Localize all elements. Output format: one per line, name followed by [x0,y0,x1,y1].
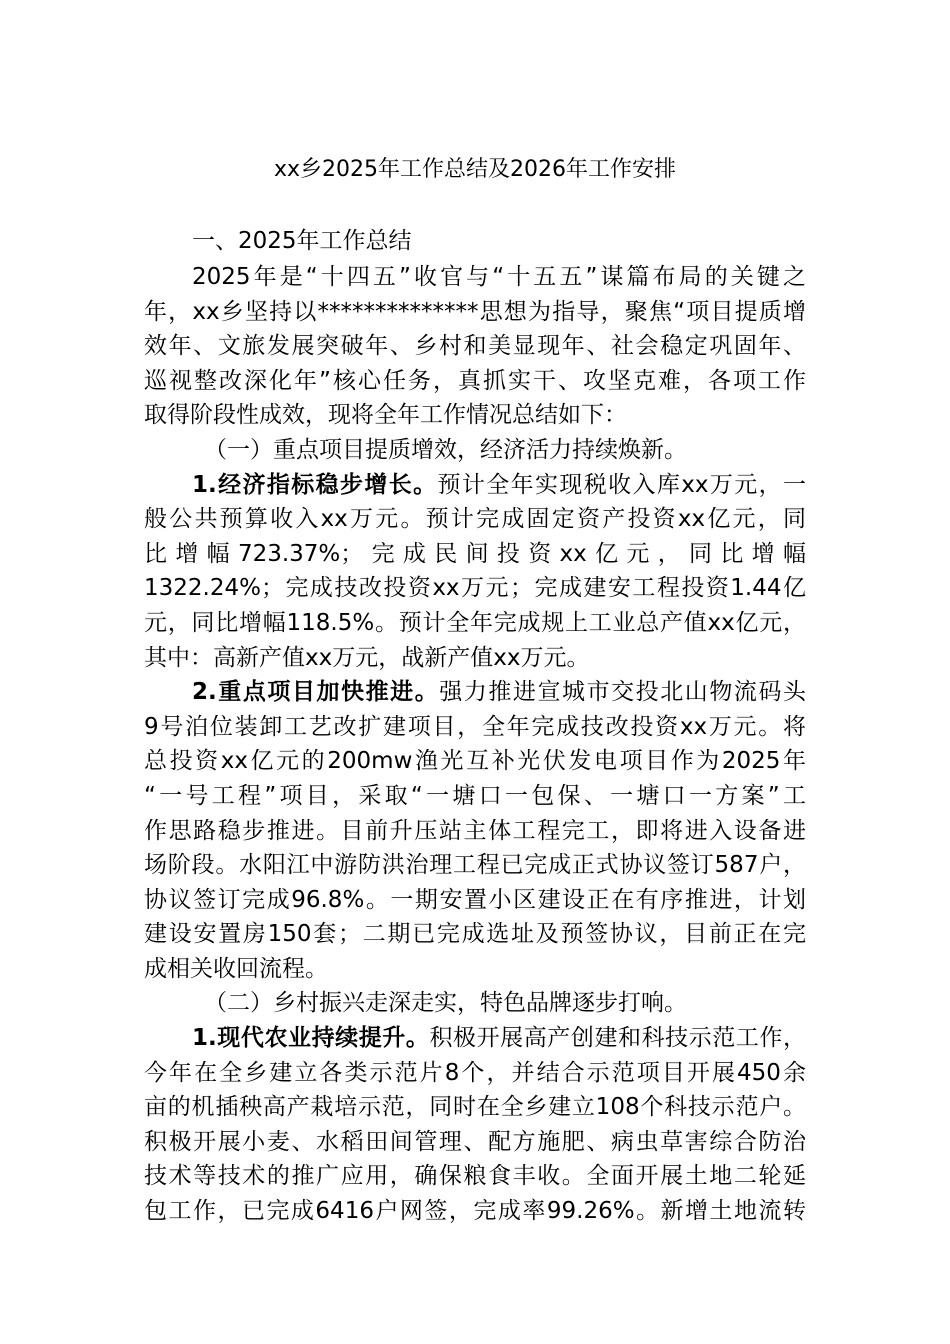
item-heading: 1.经济指标稳步增长。 [192,471,438,498]
paragraph-line: 亩的机插秧高产栽培示范，同时在全乡建立108个科技示范户。 [144,1094,806,1121]
section-heading: 一、2025年工作总结 [192,228,412,254]
item-heading: 1.现代农业持续提升。 [192,1025,430,1052]
paragraph-line: 包工作，已完成6416户网签，完成率99.26%。新增土地流转 [144,1198,806,1225]
paragraph-line [144,1021,806,1056]
paragraph-line: 技术等技术的推广应用，确保粮食丰收。全面开展土地二轮延 [144,1163,806,1190]
paragraph-text: 积极开展高产创建和科技示范工作， [429,1025,806,1052]
paragraph-line: 比增幅723.37%；完成民间投资xx亿元，同比增幅 [144,540,806,567]
item-heading: 2.重点项目加快推进。 [192,679,440,706]
paragraph-line: 今年在全乡建立各类示范片8个，并结合示范项目开展450余 [144,1059,806,1086]
paragraph-line: 成相关收回流程。 [144,955,328,982]
paragraph-text: 预计全年实现税收入库xx万元，一 [437,471,806,498]
paragraph-line [144,675,806,710]
paragraph-line: 作思路稳步推进。目前升压站主体工程完工，即将进入设备进 [144,817,806,844]
subsection-heading: （一）重点项目提质增效，经济活力持续焕新。 [204,436,687,463]
paragraph-text: 强力推进宣城市交投北山物流码头 [439,679,806,706]
paragraph-line: 2025年是“十四五”收官与“十五五”谋篇布局的关键之 [192,264,806,290]
document-title: xx乡2025年工作总结及2026年工作安排 [273,157,677,182]
paragraph-line: 取得阶段性成效，现将全年工作情况总结如下： [144,402,627,429]
paragraph-line: 元，同比增幅118.5%。预计全年完成规上工业总产值xx亿元， [144,609,806,636]
paragraph-line: 1322.24%；完成技改投资xx万元；完成建安工程投资1.44亿 [144,575,806,602]
paragraph-line [144,468,806,503]
document-body [144,260,806,1229]
paragraph-line: 场阶段。水阳江中游防洪治理工程已完成正式协议签订587户， [144,852,806,879]
paragraph-line: 效年、文旅发展突破年、乡村和美显现年、社会稳定巩固年、 [144,333,806,360]
paragraph-line: 积极开展小麦、水稻田间管理、配方施肥、病虫草害综合防治 [144,1128,806,1155]
paragraph-line: 总投资xx亿元的200mw渔光互补光伏发电项目作为2025年 [144,748,806,775]
paragraph-line: 般公共预算收入xx万元。预计完成固定资产投资xx亿元，同 [144,506,806,533]
subsection-heading: （二）乡村振兴走深走实，特色品牌逐步打响。 [204,990,687,1017]
paragraph-line: 巡视整改深化年”核心任务，真抓实干、攻坚克难，各项工作 [144,367,806,394]
paragraph-line: 其中：高新产值xx万元，战新产值xx万元。 [144,644,590,671]
paragraph-line: 建设安置房150套；二期已完成选址及预签协议，目前正在完 [144,921,806,948]
paragraph-line: 9号泊位装卸工艺改扩建项目，全年完成技改投资xx万元。将 [144,713,806,740]
paragraph-line: “一号工程”项目，采取“一塘口一包保、一塘口一方案”工 [144,782,806,809]
paragraph-line: 协议签订完成96.8%。一期安置小区建设正在有序推进，计划 [144,886,806,913]
paragraph-line: 年，xx乡坚持以**************思想为指导，聚焦“项目提质增 [144,298,806,325]
